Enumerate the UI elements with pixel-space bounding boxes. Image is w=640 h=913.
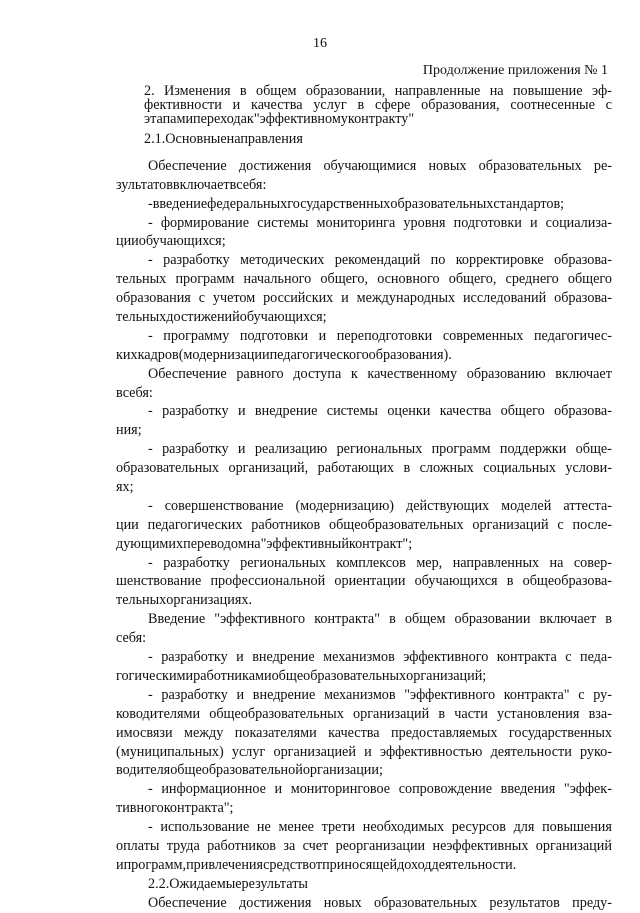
paragraph-line: Обеспечение достижения обучающимися новых образовательных ре-	[148, 157, 612, 174]
paragraph	[116, 780, 612, 818]
paragraph	[116, 195, 612, 214]
paragraph-line: зультатов включает в себя:	[116, 176, 267, 193]
paragraph	[116, 818, 612, 875]
paragraph-line: - разработку и внедрение системы оценки качества общего образова-	[148, 403, 612, 420]
paragraph-line: и программ, привлечения средств от приносящей доход деятельности.	[116, 856, 517, 873]
subsection-title: 2.1. Основные направления	[144, 131, 303, 147]
section-heading-line: 2. Изменения в общем образовании, направленные на повышение эф-	[144, 83, 612, 99]
paragraph-line: шенствование профессиональной ориентации обучающихся в общеобразова-	[116, 573, 612, 590]
paragraph-line: ции педагогических работников общеобразовательных организаций с после-	[116, 516, 612, 533]
paragraph-line: - программу подготовки и переподготовки современных педагогичес-	[148, 327, 612, 344]
paragraph	[116, 214, 612, 252]
paragraph-line: - разработку и внедрение механизмов "эффективного контракта" с ру-	[148, 686, 612, 703]
paragraph-line: Обеспечение достижения новых образовательных результатов преду-	[148, 894, 612, 911]
paragraph-line: оплаты труда работников за счет реорганизации неэффективных организаций	[116, 837, 612, 854]
paragraph-line: ких кадров (модернизации педагогического образования).	[116, 346, 452, 363]
document-body	[116, 84, 612, 913]
paragraph	[116, 648, 612, 686]
paragraph-line: имосвязи между показателями качества предоставляемых государственных	[116, 724, 612, 741]
paragraph-line: в себя:	[116, 384, 153, 401]
paragraph-line: - разработку региональных комплексов мер, направленных на совер-	[148, 554, 612, 571]
paragraph	[116, 440, 612, 497]
paragraph	[116, 251, 612, 327]
paragraph-line: ции обучающихся;	[116, 233, 226, 250]
paragraph-line: - разработку методических рекомендаций по корректировке образова-	[148, 252, 612, 269]
section-heading	[116, 84, 612, 126]
paragraph	[116, 327, 612, 365]
paragraph-line: Обеспечение равного доступа к качественному образованию включает	[148, 365, 612, 382]
section-heading-line: этапами перехода к "эффективному контракту"	[144, 111, 415, 127]
section-heading-line: фективности и качества услуг в сфере образования, соотнесенные с	[144, 97, 612, 113]
paragraph	[116, 686, 612, 780]
paragraph-line: (муниципальных) услуг организацией и эффективностью деятельности руко-	[116, 743, 612, 760]
paragraph-line: - введение федеральных государственных образовательных стандартов;	[148, 195, 565, 212]
paragraph-line: тельных достижений обучающихся;	[116, 309, 327, 326]
subsection-title: 2.2. Ожидаемые результаты	[148, 875, 308, 892]
paragraph	[116, 365, 612, 403]
paragraph-line: Введение "эффективного контракта" в общем образовании включает в	[148, 611, 612, 628]
appendix-continuation-note: Продолжение приложения № 1	[422, 63, 608, 78]
paragraph-line: тельных организациях.	[116, 592, 253, 609]
paragraph-line: - информационное и мониторинговое сопровождение введения "эффек-	[148, 781, 612, 798]
page-number: 16	[313, 36, 327, 51]
paragraph	[116, 554, 612, 611]
paragraph-line: - совершенствование (модернизацию) действующих моделей аттеста-	[148, 497, 612, 514]
paragraph-line: ководителями общеобразовательных организаций в части установления вза-	[116, 705, 612, 722]
paragraph-line: - формирование системы мониторинга уровня подготовки и социализа-	[148, 214, 612, 231]
paragraph-line: водителя общеобразовательной организации;	[116, 762, 383, 779]
paragraph	[116, 402, 612, 440]
paragraph-line: ния;	[116, 422, 142, 439]
paragraph-line: - разработку и реализацию региональных программ поддержки обще-	[148, 441, 612, 458]
paragraph	[116, 610, 612, 648]
paragraph-line: гогическими работниками общеобразовательных организаций;	[116, 667, 487, 684]
paragraph	[116, 894, 612, 913]
paragraph-line: - разработку и внедрение механизмов эффективного контракта с педа-	[148, 649, 612, 666]
paragraph	[116, 497, 612, 554]
paragraph-line: тельных программ начального общего, основного общего, среднего общего	[116, 271, 612, 288]
paragraph-line: образования с учетом российских и международных исследований образова-	[116, 290, 612, 307]
paragraph-line: дующим их переводом на "эффективный контракт";	[116, 535, 413, 552]
paragraph-line: - использование не менее трети необходимых ресурсов для повышения	[148, 819, 612, 836]
paragraph-line: себя:	[116, 630, 147, 647]
paragraph	[116, 157, 612, 195]
paragraph-line: образовательных организаций, работающих в сложных социальных услови-	[116, 460, 612, 477]
paragraph-line: ях;	[116, 479, 134, 496]
paragraph-line: тивного контракта";	[116, 800, 234, 817]
